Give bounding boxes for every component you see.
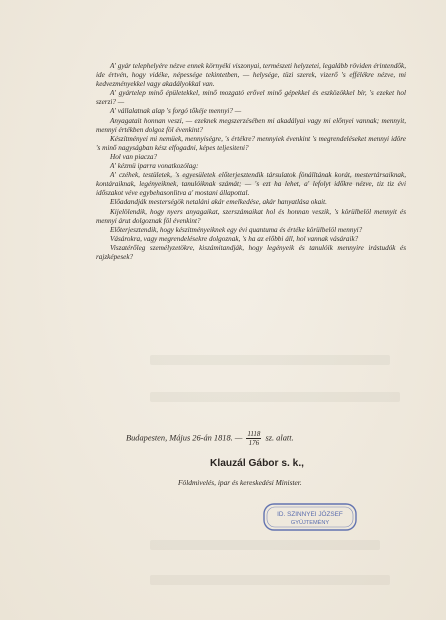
body-text: [96, 62, 406, 262]
stamp-line-1: ID. SZINNYEI JÓZSEF: [277, 511, 343, 518]
paragraph: A' kézmü iparra vonatkozólag:: [110, 162, 199, 171]
paragraph: A' gyártelep minő épületekkel, minő mozgató erővel minő gépekkel és eszközökkel bír, 's ezeket hol szerzi? —: [96, 89, 406, 107]
paragraph: Készítményei mi nemüek, mennyiségre, 's értékre? mennyiek évenkint 's megrendeléseket mennyi idöre 's minő nagyságban kész elfogadni, képes teljesiteni?: [96, 134, 406, 152]
signer-title: Földmivelés, ipar és kereskedési Minister.: [178, 478, 302, 487]
paragraph: A' gyár telephelyére nézve ennek környéki viszonyai, természeti helyzetei, legalább röviden érintendők, ide értvén, hogy vidéke, népessége tekintetben, — helysége, tüzi szerek, vizerő 's effélékre nézve, mi kedvezményekkel vagy akadályokkal van.: [96, 62, 406, 89]
reference-denominator: 176: [248, 439, 260, 447]
reference-number: [246, 430, 261, 447]
reference-numerator: 1118: [247, 430, 261, 438]
paragraph: Anyagatait honnan veszi, — ezeknek megszerzésében mi akadályai vagy mi előnyei vannak; mennyit, mennyi értékben dolgoz föl évenkint?: [96, 116, 406, 134]
paragraph: Hol van piacza?: [110, 152, 158, 161]
paragraph: A' czéhek, testületek, 's egyesületek előterjesztendik társulatok fönálltának korát, mestertársaiknak, kontáraiknak, legényeiknek, tanulóiknak számát; — 's ezt ha lehet, a' lefolyt időkre nézve, tiz tiz évi időszakot véve egybehasonlitva a' mostani állapottal.: [96, 171, 406, 198]
bleed-through-mark: [150, 575, 390, 585]
reference-suffix: sz. alatt.: [265, 433, 294, 443]
paragraph: Kijelölendik, hogy nyers anyagaikat, szerszámaikat hol és honnan veszik, 's körülbelöl mennyit és mennyi árut dolgoznak föl évenkint?: [96, 207, 406, 225]
bleed-through-mark: [150, 355, 390, 365]
bleed-through-mark: [150, 540, 380, 550]
paragraph: Viszatérőleg személyzetökre, kiszámitandják, hogy legényeik és tanulóik mennyire irástudók és rajzképesek?: [96, 243, 406, 261]
collection-stamp: [262, 502, 358, 532]
stamp-line-2: GYŰJTEMÉNY: [290, 520, 330, 526]
paragraph: Előadandják mesterségök netaláni akár emelkedése, akár hanyatlása okait.: [110, 198, 327, 207]
signer-name: Klauzál Gábor s. k.,: [210, 458, 304, 469]
paragraph: Előterjesztendik, hogy készitményeiknek egy évi quantuma és értéke körülbelöl mennyi?: [110, 225, 363, 234]
paragraph: A' vállalatnak alap 's forgó tőkéje mennyi? —: [110, 107, 242, 116]
date-line: [126, 430, 406, 447]
paragraph: Vásárokra, vagy megrendelésekre dolgoznak, 's ha az előbbi áll, hol vannak vásáraik?: [110, 234, 359, 243]
date-text: Budapesten, Május 26-án 1818. —: [126, 433, 243, 443]
bleed-through-mark: [150, 392, 400, 402]
